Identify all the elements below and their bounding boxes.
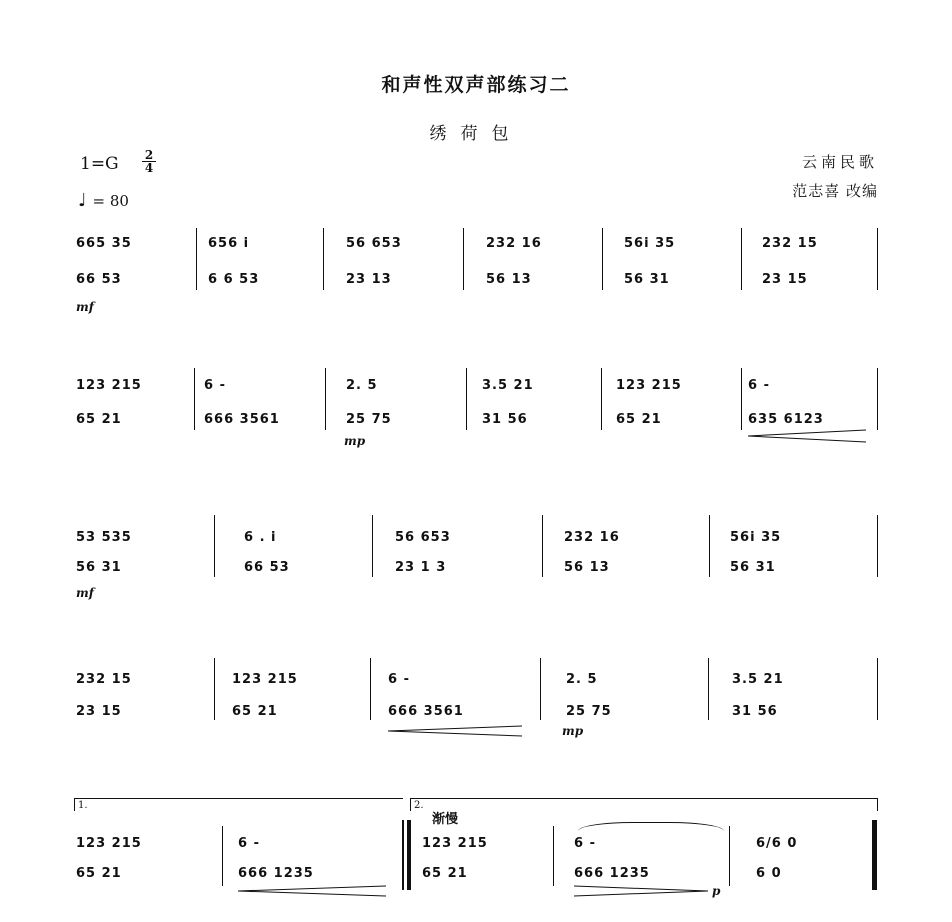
tempo-change-marking: 渐慢 [432, 812, 459, 827]
upper-voice: 232 16 [564, 530, 620, 545]
lower-voice: 23 1 3 [395, 560, 447, 575]
volta-bracket-1 [74, 798, 403, 811]
lower-voice: 6 0 [756, 866, 782, 881]
volta-2-label: 2. [414, 800, 424, 811]
dynamic-marking: p [712, 884, 721, 898]
dynamic-marking: mf [76, 300, 94, 314]
time-signature [142, 149, 156, 174]
slur [578, 822, 724, 831]
lower-voice: 65 21 [76, 866, 122, 881]
upper-voice: 3.5 21 [732, 672, 784, 687]
quarter-note-icon: ♩ [78, 190, 87, 211]
upper-voice: 232 15 [76, 672, 132, 687]
volta-bracket-2 [410, 798, 878, 811]
barline [741, 228, 742, 290]
upper-voice: 656 i [208, 236, 250, 251]
barline [601, 368, 602, 430]
barline [323, 228, 324, 290]
upper-voice: 6 . i [244, 530, 277, 545]
upper-voice: 3.5 21 [482, 378, 534, 393]
lower-voice: 6 6 53 [208, 272, 260, 287]
song-source: 云南民歌 [801, 153, 878, 171]
tempo-marking [78, 190, 129, 211]
song-title: 绣荷包 [429, 124, 523, 144]
lower-voice: 66 53 [244, 560, 290, 575]
upper-voice: 6 - [388, 672, 410, 687]
lower-voice: 23 15 [76, 704, 122, 719]
crescendo-hairpin [238, 884, 388, 898]
barline [602, 228, 603, 290]
barline [540, 658, 541, 720]
barline [877, 228, 878, 290]
lower-voice: 66 53 [76, 272, 122, 287]
barline [877, 515, 878, 577]
dynamic-marking: mf [76, 586, 94, 600]
lower-voice: 65 21 [232, 704, 278, 719]
barline [196, 228, 197, 290]
lower-voice: 666 3561 [204, 412, 280, 427]
tempo-value: = 80 [92, 192, 129, 210]
upper-voice: 2. 5 [346, 378, 378, 393]
lower-voice: 56 31 [730, 560, 776, 575]
upper-voice: 2. 5 [566, 672, 598, 687]
lower-voice: 25 75 [566, 704, 612, 719]
time-signature-bottom: 4 [144, 161, 154, 175]
barline [741, 368, 742, 430]
upper-voice: 123 215 [76, 378, 142, 393]
barline [553, 826, 554, 886]
dynamic-marking: mp [562, 724, 584, 738]
barline [222, 826, 223, 886]
crescendo-hairpin [388, 724, 524, 738]
volta-1-label: 1. [78, 800, 88, 811]
barline [542, 515, 543, 577]
lower-voice: 666 1235 [238, 866, 314, 881]
lower-voice: 65 21 [422, 866, 468, 881]
barline [877, 658, 878, 720]
lower-voice: 23 15 [762, 272, 808, 287]
arranger-credit: 范志喜 改编 [792, 182, 878, 200]
lower-voice: 666 3561 [388, 704, 464, 719]
crescendo-hairpin [748, 428, 868, 444]
repeat-end-barline [407, 820, 411, 890]
upper-voice: 665 35 [76, 236, 132, 251]
barline [325, 368, 326, 430]
upper-voice: 56i 35 [624, 236, 676, 251]
lower-voice: 31 56 [482, 412, 528, 427]
page-title: 和声性双声部练习二 [381, 74, 571, 96]
lower-voice: 56 13 [486, 272, 532, 287]
decrescendo-hairpin [574, 884, 710, 898]
lower-voice: 56 13 [564, 560, 610, 575]
lower-voice: 31 56 [732, 704, 778, 719]
barline [194, 368, 195, 430]
key-signature: 1=G [80, 154, 119, 174]
lower-voice: 65 21 [76, 412, 122, 427]
upper-voice: 56 653 [395, 530, 451, 545]
lower-voice: 65 21 [616, 412, 662, 427]
barline [214, 658, 215, 720]
barline [372, 515, 373, 577]
barline [729, 826, 730, 886]
upper-voice: 53 535 [76, 530, 132, 545]
barline [214, 515, 215, 577]
barline [877, 368, 878, 430]
upper-voice: 123 215 [76, 836, 142, 851]
lower-voice: 635 6123 [748, 412, 824, 427]
upper-voice: 232 15 [762, 236, 818, 251]
dynamic-marking: mp [344, 434, 366, 448]
lower-voice: 56 31 [76, 560, 122, 575]
lower-voice: 56 31 [624, 272, 670, 287]
upper-voice: 56 653 [346, 236, 402, 251]
final-barline [872, 820, 877, 890]
barline [709, 515, 710, 577]
upper-voice: 6 - [238, 836, 260, 851]
upper-voice: 6 - [204, 378, 226, 393]
barline [466, 368, 467, 430]
lower-voice: 23 13 [346, 272, 392, 287]
upper-voice: 56i 35 [730, 530, 782, 545]
upper-voice: 123 215 [232, 672, 298, 687]
lower-voice: 25 75 [346, 412, 392, 427]
upper-voice: 6 - [748, 378, 770, 393]
barline [463, 228, 464, 290]
barline [708, 658, 709, 720]
upper-voice: 123 215 [616, 378, 682, 393]
upper-voice: 232 16 [486, 236, 542, 251]
lower-voice: 666 1235 [574, 866, 650, 881]
upper-voice: 6/6 0 [756, 836, 798, 851]
barline [370, 658, 371, 720]
time-signature-top: 2 [142, 149, 156, 162]
upper-voice: 123 215 [422, 836, 488, 851]
repeat-end-barline [402, 820, 404, 890]
upper-voice: 6 - [574, 836, 596, 851]
